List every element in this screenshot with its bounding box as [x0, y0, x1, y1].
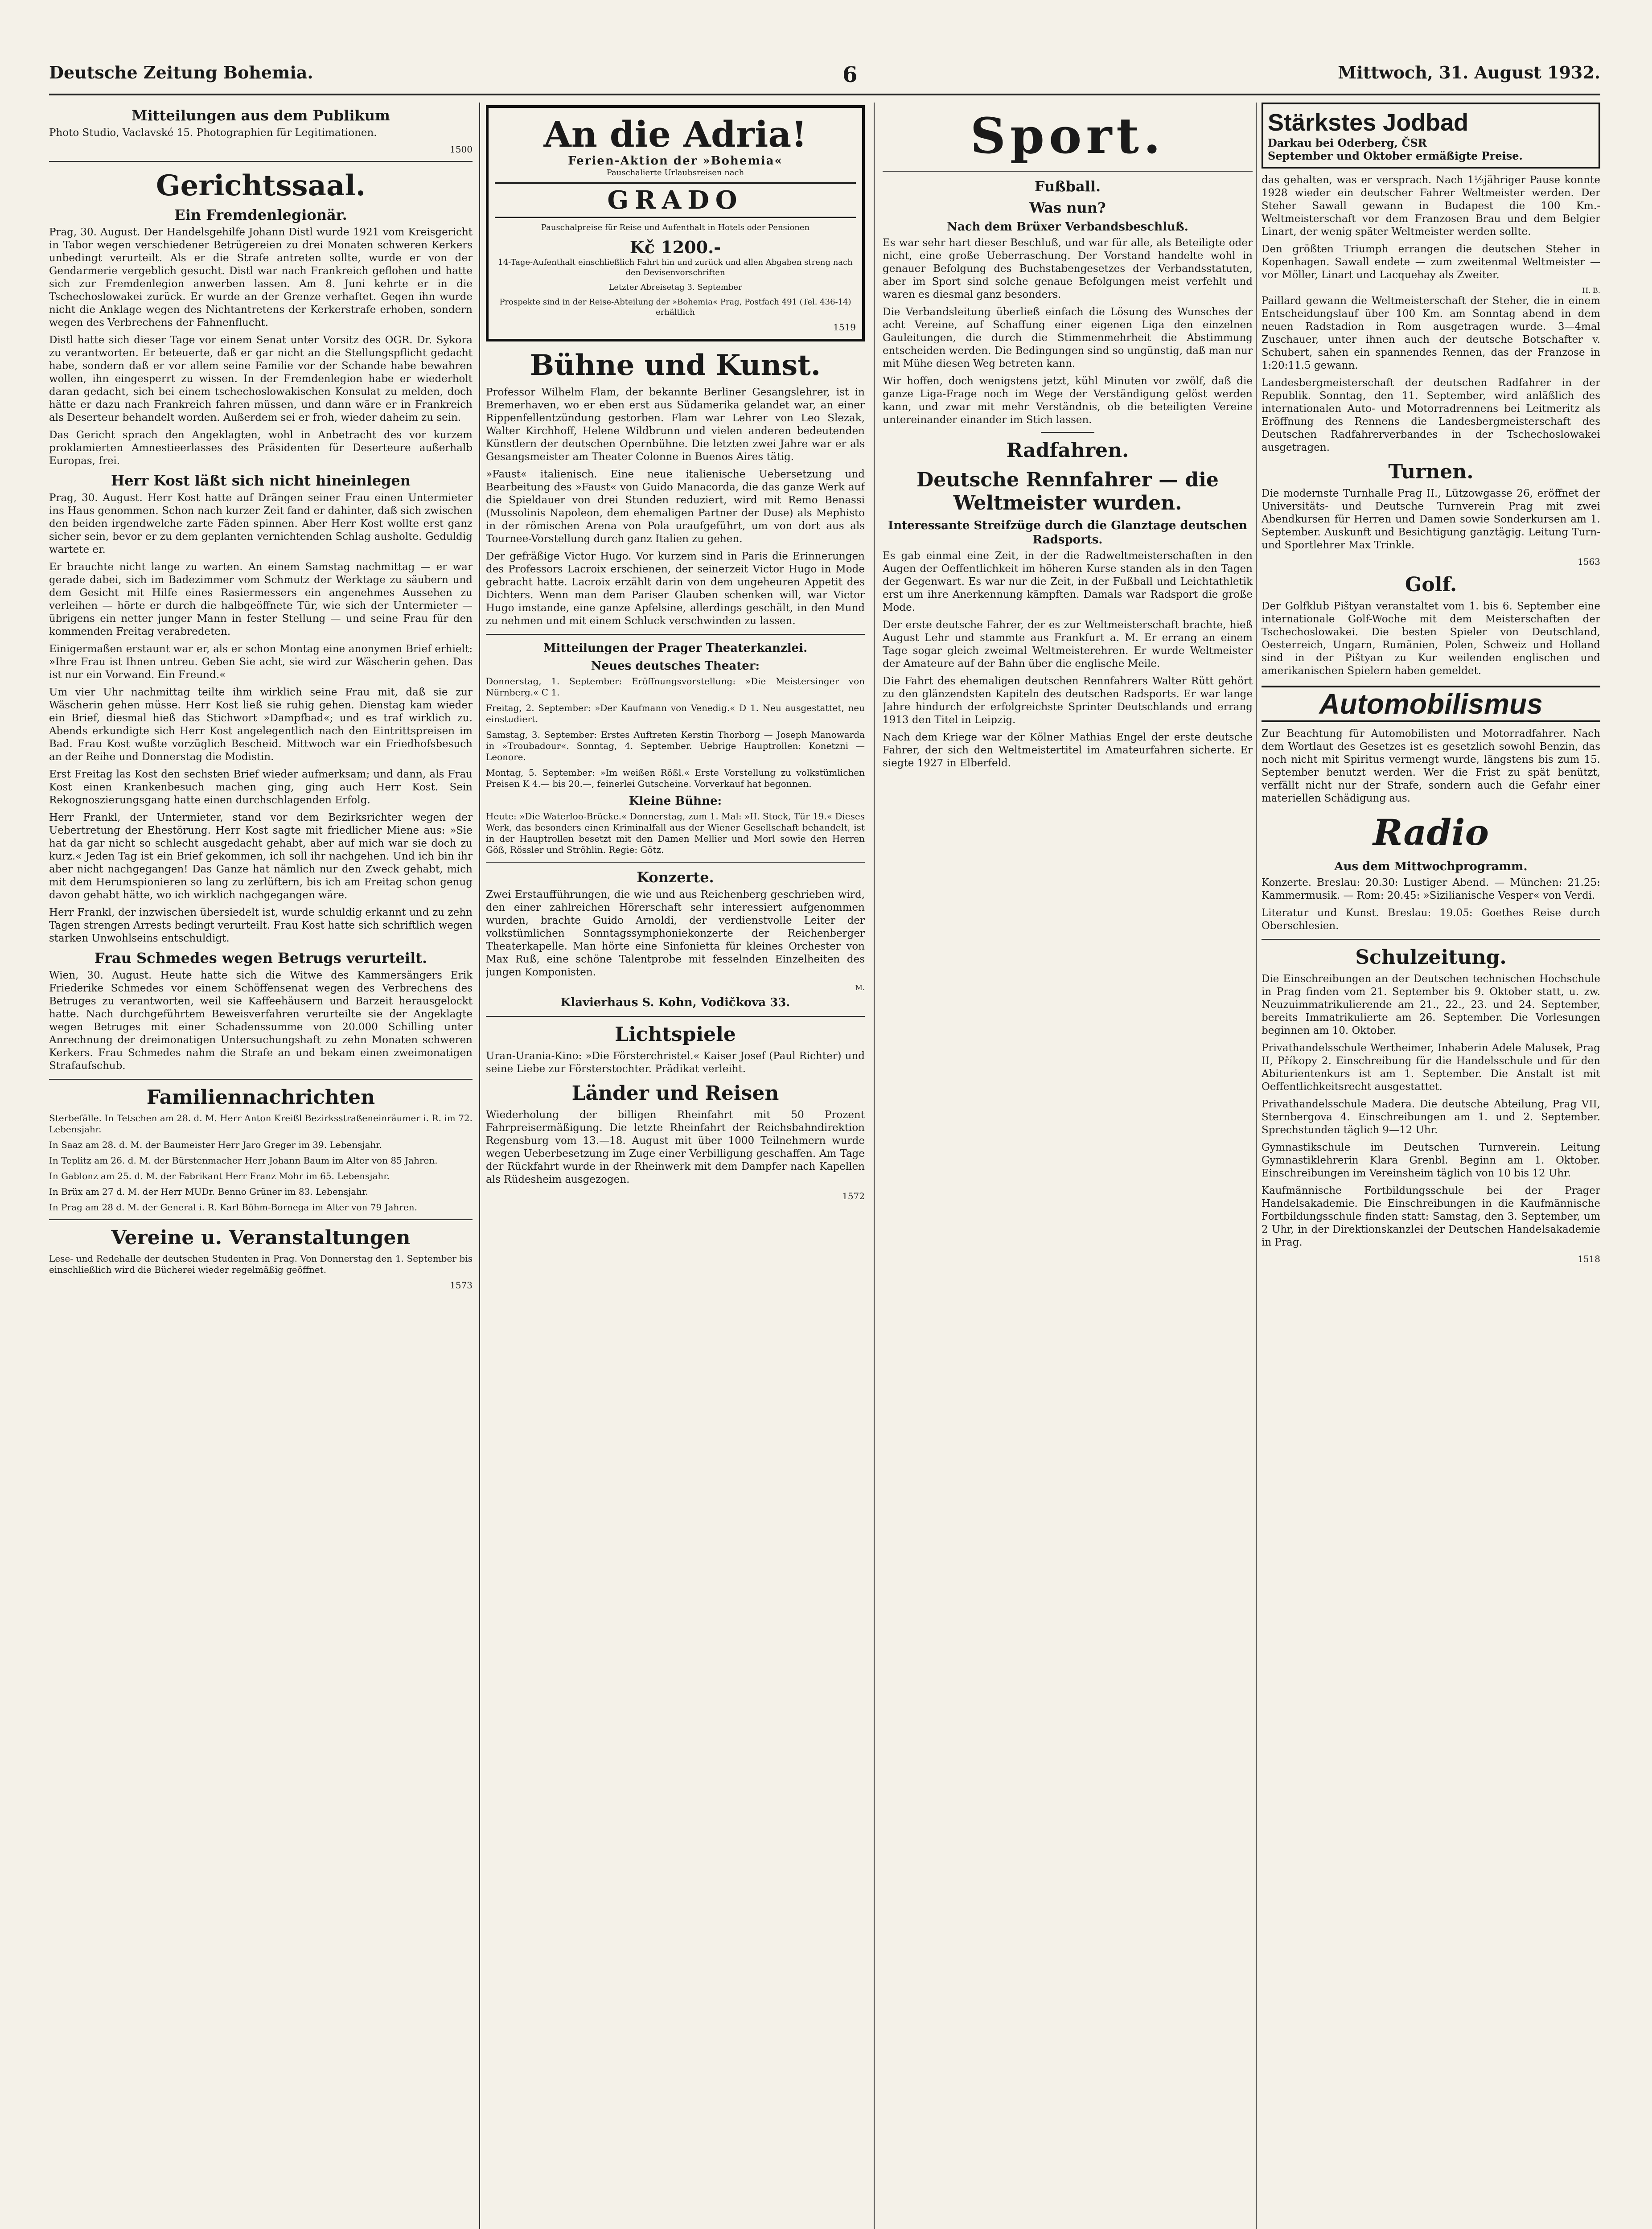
- column-2: [486, 103, 865, 2229]
- divider: [49, 161, 473, 162]
- article-paragraph: Herr Frankl, der Untermieter, stand vor dem Bezirksrichter wegen der Uebertretung der Ehestörung. Herr Kost sagte mit friedlicher Miene aus: »Sie hat da gar nicht so schlecht ausgedacht gehabt, aber auf mich war sie doch zu kurz.« Jeden Tag ist ein Brief gekommen, ich soll ihr nachgehen. Und ich bin ihr aber nicht nachgegangen! Das Ganze hat nämlich nur den Zweck gehabt, mich mit dem Herumspionieren so lang zu zerlüftern, bis ich am Freitag schon genug davon gehabt hätte, wo ich wirklich nachgegangen wäre.: [49, 812, 473, 901]
- issue-date: Mittwoch, 31. August 1932.: [1338, 62, 1600, 82]
- article-paragraph: Das Gericht sprach den Angeklagten, wohl in Anbetracht des vor kurzem proklamierten Amnestieerlasses des Präsidenten für Deserteure außerhalb Europas, frei.: [49, 429, 473, 467]
- article-paragraph: Distl hatte sich dieser Tage vor einem Senat unter Vorsitz des OGR. Dr. Sykora zu verantworten. Er beteuerte, daß er gar nicht an die Stellungspflicht gedacht habe, sondern daß er vor allem seine Familie vor der Schande habe bewahren wollen, ihn eingesperrt zu wissen. In der Fremdenlegion habe er wiederholt daran gedacht, sich bei einem tschechoslowakischen Konsulat zu melden, doch hätte er dazu nach Frankreich fahren müssen, und dann wäre er in Frankreich als Deserteur behandelt worden. Außerdem sei er froh, wieder daheim zu sein.: [49, 334, 473, 424]
- article-title-schmedes: Frau Schmedes wegen Betrugs verurteilt.: [94, 950, 427, 966]
- article-paragraph: Den größten Triumph errangen die deutschen Steher in Kopenhagen. Sawall endete — zum zweitenmal Weltmeister — vor Möller, Linart und Lacquehay als Zweiter.: [1262, 243, 1600, 281]
- article-paragraph: Er brauchte nicht lange zu warten. An einem Samstag nachmittag — er war gerade dabei, sich im Badezimmer vom Schmutz der Werktage zu säubern und dem Gesicht mit Hilfe eines Rasiermessers ein angenehmes Aussehen zu verleihen — hörte er durch die halbgeöffnete Tür, wie sich der Untermieter — übrigens ein netter junger Mann in fester Stellung — und seine Frau für den kommenden Freitag verabredeten.: [49, 561, 473, 637]
- subsection-title-radfahren: Radfahren.: [1006, 439, 1129, 462]
- column-4: [1262, 103, 1600, 2229]
- article-signature: H. B.: [1582, 286, 1600, 295]
- jodbad-advertisement: [1262, 103, 1600, 169]
- ad-line: 14-Tage-Aufenthalt einschließlich Fahrt hin und zurück und allen Abgaben streng nach den Devisenvorschriften: [498, 258, 853, 277]
- article-paragraph: Kaufmännische Fortbildungsschule bei der Prager Handelsakademie. Die Einschreibungen in die Kaufmännische Fortbildungsschule finden statt: Samstag, den 3. September, um 2 Uhr, in der Direktionskanzlei der Deutschen Handelsakademie in Prag.: [1262, 1185, 1600, 1248]
- divider: [1262, 939, 1600, 940]
- article-paragraph: Privathandelsschule Wertheimer, Inhaberin Adele Malusek, Prag II, Příkopy 2. Einschreibung für die Handelsschule und für den Abiturientenkurs ist am 1. September. Die Anstalt ist mit Oeffentlichkeitsrecht ausgestattet.: [1262, 1042, 1600, 1093]
- article-paragraph: das gehalten, was er versprach. Nach 1½jähriger Pause konnte 1928 wieder ein deutscher Fahrer Weltmeister werden. Der Steher Sawall gewann in Budapest die 100 Km.-Weltmeisterschaft vor dem Franzosen Brau und dem Belgier Linart, der wenig später Weltmeister werden sollte.: [1262, 174, 1600, 238]
- ad-headline: An die Adria!: [543, 113, 807, 155]
- ad-subheadline: September und Oktober ermäßigte Preise.: [1268, 149, 1523, 162]
- section-title-publikum: Mitteilungen aus dem Publikum: [132, 107, 390, 124]
- divider: [486, 634, 865, 635]
- article-paragraph: Es war sehr hart dieser Beschluß, und war für alle, als Beteiligte oder nicht, eine große Ueberraschung. Der Vorstand handelte wohl in genauer Befolgung des Buchstabengesetzes der Verbandsstatuten, aber im Sport sind solche genaue Befolgungen meist verfehlt und waren es diesmal ganz besonders.: [883, 237, 1253, 300]
- article-paragraph: Nach dem Kriege war der Kölner Mathias Engel der erste deutsche Fahrer, der sich den Weltmeistertitel im Amateurfahren sicherte. Er siegte 1927 in Elberfeld.: [883, 732, 1253, 769]
- article-paragraph: Die Verbandsleitung überließ einfach die Lösung des Wunsches der acht Vereine, auf Schaffung einer eigenen Liga den einzelnen Gauleitungen, die durch die Stimmenmehrheit die Abstimmung entscheiden werden. Die Bedingungen sind so ungünstig, daß man nur mit Mühe diesen Weg betreten kann.: [883, 306, 1253, 370]
- section-title-buehne: Bühne und Kunst.: [530, 349, 821, 382]
- column-3: [883, 103, 1253, 2229]
- section-title-vereine: Vereine u. Veranstaltungen: [111, 1226, 411, 1249]
- article-subtitle: Nach dem Brüxer Verbandsbeschluß.: [947, 220, 1188, 234]
- ad-price: Kč 1200.-: [629, 237, 721, 257]
- ad-line: Letzter Abreisetag 3. September: [608, 283, 742, 292]
- notice-paragraph: In Brüx am 27 d. M. der Herr MUDr. Benno Grüner im 83. Lebensjahr.: [49, 1186, 368, 1197]
- ad-line: Prospekte sind in der Reise-Abteilung der »Bohemia« Prag, Postfach 491 (Tel. 436-14) erhältlich: [499, 297, 851, 317]
- article-paragraph: Wir hoffen, doch wenigstens jetzt, kühl Minuten vor zwölf, daß die ganze Liga-Frage noch im Wege der Verständigung gelöst werden kann, und zwar mit mehr Verständnis, ob die beteiligten Vereine untereinander einander im Stich lassen.: [883, 375, 1253, 426]
- ad-number: 1573: [450, 1280, 473, 1291]
- notice-paragraph: In Saaz am 28. d. M. der Baumeister Herr Jaro Greger im 39. Lebensjahr.: [49, 1139, 382, 1150]
- notice-paragraph: Sterbefälle. In Tetschen am 28. d. M. Herr Anton Kreißl Bezirksstraßeneinräumer i. R. im 72. Lebensjahr.: [49, 1113, 473, 1135]
- column-rule: [874, 103, 875, 2229]
- page-number: 6: [842, 62, 858, 87]
- article-subtitle: Interessante Streifzüge durch die Glanztage deutschen Radsports.: [888, 519, 1247, 547]
- notice-paragraph: Montag, 5. September: »Im weißen Rößl.« Erste Vorstellung zu volkstümlichen Preisen K 4.— bis 20.—, feinerlei Gutscheine. Vorverkauf hat begonnen.: [486, 767, 865, 789]
- divider: [883, 171, 1253, 172]
- section-title-familien: Familiennachrichten: [146, 1086, 375, 1109]
- notice-paragraph: Heute: »Die Waterloo-Brücke.« Donnerstag, zum 1. Mal: »II. Stock, Tür 19.« Dieses Werk, das besonders einen Kriminalfall aus der Wiener Gesellschaft behandelt, ist in der Hauptrollen besetzt mit den Damen Mellier und Morl sowie den Herren Göß, Rössler und Ströhlin. Regie: Götz.: [486, 811, 865, 855]
- section-title-radio: Radio: [1373, 811, 1489, 853]
- ad-line: Klavierhaus S. Kohn, Vodičkova 33.: [560, 996, 790, 1009]
- ad-place: Darkau bei Oderberg, ČSR: [1268, 136, 1427, 149]
- article-paragraph: Wiederholung der billigen Rheinfahrt mit 50 Prozent Fahrpreisermäßigung. Die letzte Rheinfahrt der Reichsbahndirektion Regensburg vom 13.—18. August mit über 1000 Teilnehmern wurde wegen Ueberbesetzung im Zuge einer Verbilligung geschaffen. Am Tage der Rückfahrt wurde in der Rheinwerk mit dem Dampfer nach Kapellen als Rüdesheim ausgezogen.: [486, 1109, 865, 1185]
- section-title-turnen: Turnen.: [1388, 461, 1474, 483]
- notice-paragraph: In Prag am 28 d. M. der General i. R. Karl Böhm-Bornega im Alter von 79 Jahren.: [49, 1202, 418, 1213]
- article-paragraph: Privathandelsschule Madera. Die deutsche Abteilung, Prag VII, Sternbergova 4. Einschreibungen am 1. und 2. September. Sprechstunden täglich 9—12 Uhr.: [1262, 1098, 1600, 1136]
- article-paragraph: Die Einschreibungen an der Deutschen technischen Hochschule in Prag finden vom 21. September bis 9. Oktober statt, u. zw. Neuzuimmatrikulierende am 21., 22., 23. und 24. September, bereits Immatrikulierte am 26. September. Die Vorlesungen beginnen am 10. Oktober.: [1262, 973, 1600, 1036]
- notice-paragraph: Freitag, 2. September: »Der Kaufmann von Venedig.« D 1. Neu ausgestattet, neu einstudiert.: [486, 703, 865, 724]
- subsection-title: Neues deutsches Theater:: [591, 659, 760, 673]
- section-title-automobilismus: Automobilismus: [1262, 686, 1600, 722]
- ad-number: 1519: [833, 322, 856, 333]
- ad-number: 1563: [1578, 556, 1600, 567]
- notice-paragraph: Samstag, 3. September: Erstes Auftreten Kerstin Thorborg — Joseph Manowarda in »Troubadour«. Sonntag, 4. September. Uebrige Hauptrollen: Konetzni — Leonore.: [486, 729, 865, 762]
- ad-line: Pauschalpreise für Reise und Aufenthalt in Hotels oder Pensionen: [541, 223, 810, 232]
- article-paragraph: Professor Wilhelm Flam, der bekannte Berliner Gesangslehrer, ist in Bremerhaven, wo er eben erst aus Südamerika gelandet war, an einer Rippenfellentzündung gestorben. Flam war Lehrer von Leo Slezak, Walter Kirchhoff, Helene Wildbrunn und vielen anderen bedeutenden Künstlern der deutschen Opernbühne. Die letzten zwei Jahre war er als Gesangsmeister am Theater Colonne in Buenos Aires tätig.: [486, 387, 865, 463]
- article-paragraph: Erst Freitag las Kost den sechsten Brief wieder aufmerksam; und dann, als Frau Kost einen Krankenbesuch machen ging, ging auch Herr Kost. Sein Rekognoszierungsgang hatte einen durchschlagenden Erfolg.: [49, 769, 473, 806]
- article-paragraph: Der erste deutsche Fahrer, der es zur Weltmeisterschaft brachte, hieß August Lehr und stammte aus Frankfurt a. M. Er errang an einem Tage sogar gleich zweimal Weltmeisterehren. Er wurde Weltmeister der Amateure auf der Bahn über die englische Meile.: [883, 619, 1253, 670]
- adria-advertisement: [486, 105, 865, 341]
- article-paragraph: Literatur und Kunst. Breslau: 19.05: Goethes Reise durch Oberschlesien.: [1262, 907, 1600, 932]
- divider: [486, 862, 865, 863]
- masthead-title: Deutsche Zeitung Bohemia.: [49, 62, 313, 82]
- section-title-konzerte: Konzerte.: [637, 869, 714, 886]
- article-paragraph: Gymnastikschule im Deutschen Turnverein. Leitung Gymnastiklehrerin Klara Grenbl. Beginn am 1. Oktober. Einschreibungen im Vereinsheim täglich von 10 bis 12 Uhr.: [1262, 1142, 1600, 1179]
- article-paragraph: Uran-Urania-Kino: »Die Försterchristel.« Kaiser Josef (Paul Richter) und seine Liebe zur Försterstochter. Prädikat verleiht.: [486, 1050, 865, 1075]
- notice-paragraph: In Gablonz am 25. d. M. der Fabrikant Herr Franz Mohr im 65. Lebensjahr.: [49, 1171, 390, 1181]
- article-signature: M.: [855, 983, 865, 992]
- section-title-lichtspiele: Lichtspiele: [615, 1023, 736, 1046]
- notice-paragraph: In Teplitz am 26. d. M. der Bürstenmacher Herr Johann Baum im Alter von 85 Jahren.: [49, 1155, 438, 1166]
- article-paragraph: »Faust« italienisch. Eine neue italienische Uebersetzung und Bearbeitung des »Faust« von Guido Manacorda, die das ganze Werk auf die Spieldauer von drei Stunden reduziert, wird mit Remo Benassi (Mussolinis Napoleon, dem ehemaligen Partner der Duse) als Mephisto in der römischen Arena von Pola uraufgeführt, um von dort aus als Tournee-Vorstellung durch ganz Italien zu gehen.: [486, 469, 865, 545]
- article-title-fremdenlegion: Ein Fremdenlegionär.: [174, 206, 347, 223]
- subsection-title: Aus dem Mittwochprogramm.: [1334, 860, 1528, 873]
- page-header: [49, 53, 1600, 95]
- divider: [49, 1079, 473, 1080]
- divider: [49, 1219, 473, 1220]
- article-paragraph: Der gefräßige Victor Hugo. Vor kurzem sind in Paris die Erinnerungen des Professors Lacroix erschienen, der seinerzeit Victor Hugo in Mode gebracht hatte. Lacroix erzählt darin von dem ungeheuren Appetit des Dichters. Wenn man dem Pariser Glauben schenken will, war Victor Hugo imstande, eine ganze Apfelsine, allerdings geschält, in den Mund zu nehmen und mit einem Schluck verschwinden zu lassen.: [486, 551, 865, 627]
- ad-line: Pauschalierte Urlaubsreisen nach: [606, 168, 744, 177]
- article-paragraph: Zur Beachtung für Automobilisten und Motorradfahrer. Nach dem Wortlaut des Gesetzes ist es gesetzlich sowohl Benzin, das noch nicht mit Spiritus vermengt wurde, längstens bis zum 15. September benutzt werden. Wer die Frist zu spät benützt, verfällt nicht nur der Strafe, sondern auch die Gefahr einer materiellen Schädigung aus.: [1262, 728, 1600, 804]
- article-paragraph: Einigermaßen erstaunt war er, als er schon Montag eine anonymen Brief erhielt: »Ihre Frau ist Ihnen untreu. Geben Sie acht, sie wird zur Wäscherin gehen. Das ist nur ein Vorwand. Ein Freund.«: [49, 643, 473, 681]
- divider: [486, 1016, 865, 1017]
- article-paragraph: Es gab einmal eine Zeit, in der die Radweltmeisterschaften in den Augen der Oeffentlichkeit im höheren Kurse standen als in den Tagen der Gegenwart. Es war nur die Zeit, in der Fußball und Leichtathletik erst um ihre Anerkennung kämpften. Damals war Radsport die große Mode.: [883, 550, 1253, 613]
- ad-destination: GRADO: [495, 182, 856, 218]
- article-paragraph: Herr Frankl, der inzwischen übersiedelt ist, wurde schuldig erkannt und zu zehn Tagen strengen Arrests bedingt verurteilt. Frau Kost hatte sich schriftlich wegen starken Unwohlseins entschuldigt.: [49, 907, 473, 944]
- article-paragraph: Zwei Erstaufführungen, die wie und aus Reichenberg geschrieben wird, den einer zahlreichen Hörerschaft sehr interessiert aufgenommen wurden, brachte Guido Arnoldi, der verdienstvolle Leiter der volkstümlichen Sonntagssymphoniekonzerte der Reichenberger Theaterkapelle. Man hörte eine Sinfonietta für kleines Orchester von Max Ruß, eine schöne Talentprobe mit fesselnden Einzelheiten des jungen Komponisten.: [486, 889, 865, 978]
- column-rule: [479, 103, 480, 2229]
- article-paragraph: Landesbergmeisterschaft der deutschen Radfahrer in der Republik. Sonntag, den 11. September, wird anläßlich des internationalen Auto- und Motorradrennens bei Leitmeritz als Eröffnung des Rennens die Landesbergmeisterschaft des Deutschen Radfahrerverbandes in der Tschechoslowakei ausgetragen.: [1262, 377, 1600, 453]
- subsection-title-fussball: Fußball.: [1034, 178, 1101, 195]
- article-paragraph: Wien, 30. August. Heute hatte sich die Witwe des Kammersängers Erik Friederike Schmedes vor einem Schöffensenat wegen des Verbrechens des Betruges zu verantworten, weil sie Kaffeehäusern und Barzeit herausgelockt hatte. Nach durchgeführtem Beweisverfahren verurteilte sie der Angeklagte wegen Betruges mit einer Schadenssumme von 20.000 Schilling unter Anrechnung der dreimonatigen Untersuchungshaft zu zehn Monaten schweren Kerkers. Frau Schmedes nahm die Strafe an und bekam einen zweimonatigen Strafaufschub.: [49, 970, 473, 1072]
- section-title-theater: Mitteilungen der Prager Theaterkanzlei.: [543, 642, 808, 655]
- article-paragraph: Um vier Uhr nachmittag teilte ihm wirklich seine Frau mit, daß sie zur Wäscherin gehen müsse. Herr Kost ließ sie ruhig gehen. Dienstag kam wieder ein Brief, diesmal hieß das Stichwort »Dampfbad«; und es traf wirklich zu. Abends erkundigte sich Herr Kost angelegentlich nach den Eintrittspreisen im Bad. Frau Kost wußte vorzüglich Bescheid. Mittwoch war ein Friedhofsbesuch an der Reihe und Donnerstag die Modistin.: [49, 687, 473, 763]
- ad-headline: Stärkstes Jodbad: [1268, 109, 1469, 136]
- article-paragraph: Konzerte. Breslau: 20.30: Lustiger Abend. — München: 21.25: Kammermusik. — Rom: 20.45: »Sizilianische Vesper« von Verdi.: [1262, 877, 1600, 901]
- article-title: Was nun?: [1029, 199, 1106, 216]
- ad-number: 1518: [1578, 1254, 1600, 1264]
- section-title-laender: Länder und Reisen: [571, 1082, 779, 1105]
- article-paragraph: Prag, 30. August. Herr Kost hatte auf Drängen seiner Frau einen Untermieter ins Haus genommen. Schon nach kurzer Zeit fand er dahinter, daß sich zwischen den beiden irgendwelche zarte Fäden spinnen. Aber Herr Kost wollte erst ganz sicher sein, bevor er zu dem geplanten vernichtenden Schlag ausholte. Geduldig wartete er.: [49, 492, 473, 555]
- article-paragraph: Paillard gewann die Weltmeisterschaft der Steher, die in einem Entscheidungslauf über 100 Km. am Sonntag abend in dem neuen Radstadion in Rom ausgetragen wurde. 3—4mal Zuschauer, unter ihnen auch der deutsche Botschafter v. Schubert, sahen ein spannendes Rennen, das der Franzose in 1:20:11.5 gewann.: [1262, 295, 1600, 371]
- divider: [1041, 432, 1094, 433]
- article-paragraph: Die Fahrt des ehemaligen deutschen Rennfahrers Walter Rütt gehört zu den glänzendsten Kapiteln des deutschen Radsports. Er war lange Jahre hindurch der erfolgreichste Sprinter Deutschlands und errang 1913 den Titel in Leipzig.: [883, 675, 1253, 726]
- publikum-text: Photo Studio, Vaclavské 15. Photographien für Legitimationen.: [49, 127, 377, 139]
- notice-paragraph: Donnerstag, 1. September: Eröffnungsvorstellung: »Die Meistersinger von Nürnberg.« C 1.: [486, 676, 865, 698]
- article-paragraph: Prag, 30. August. Der Handelsgehilfe Johann Distl wurde 1921 vom Kreisgericht in Tabor wegen verschiedener Betrügereien zu drei Monaten schweren Kerkers unbedingt verurteilt. Als er die Strafe antreten sollte, wurde er von der Gendarmerie vergeblich gesucht. Distl war nach Frankreich geflohen und hatte sich zur Fremdenlegion anwerben lassen. Am 8. Juni kehrte er in die Tschechoslowakei zurück. Er wurde an der Grenze verhaftet. Gegen ihn wurde nicht die Anklage wegen des Nichtantretens der Kerkerstrafe erhoben, sondern wegen des Verbrechens der Fahnenflucht.: [49, 226, 473, 329]
- subsection-title: Kleine Bühne:: [629, 794, 722, 808]
- section-title-golf: Golf.: [1405, 573, 1457, 596]
- notice-paragraph: Lese- und Redehalle der deutschen Studenten in Prag. Von Donnerstag den 1. September bis einschließlich wird die Bücherei wieder regelmäßig geöffnet.: [49, 1253, 473, 1275]
- ad-subheadline: Ferien-Aktion der »Bohemia«: [568, 154, 783, 168]
- column-1: [49, 103, 473, 2229]
- article-title-kost: Herr Kost läßt sich nicht hineinlegen: [111, 472, 411, 489]
- article-paragraph: Die modernste Turnhalle Prag II., Lützowgasse 26, eröffnet der Universitäts- und Deutsche Turnverein Prag mit zwei Abendkursen für Herren und Damen sowie Sonderkursen am 1. September. Auskunft und Besichtigung ganztägig. Leitung Turn- und Sportlehrer Max Trinkle.: [1262, 488, 1600, 551]
- section-title-sport: Sport.: [970, 107, 1165, 165]
- article-paragraph: Der Golfklub Pištyan veranstaltet vom 1. bis 6. September eine internationale Golf-Woche mit dem Meisterschaften der Tschechoslowakei. Die besten Spieler von Deutschland, Oesterreich, Ungarn, Rumänien, Polen, Schweiz und Holland sind in der Pištyan zu Kur weilenden englischen und amerikanischen Spielern haben gemeldet.: [1262, 600, 1600, 677]
- article-title: Deutsche Rennfahrer — die Weltmeister wurden.: [916, 469, 1219, 514]
- column-rule: [1256, 103, 1257, 2229]
- section-title-gericht: Gerichtssaal.: [156, 169, 366, 202]
- ad-number: 1500: [450, 144, 473, 155]
- section-title-schulzeitung: Schulzeitung.: [1355, 946, 1507, 969]
- ad-number: 1572: [842, 1191, 865, 1201]
